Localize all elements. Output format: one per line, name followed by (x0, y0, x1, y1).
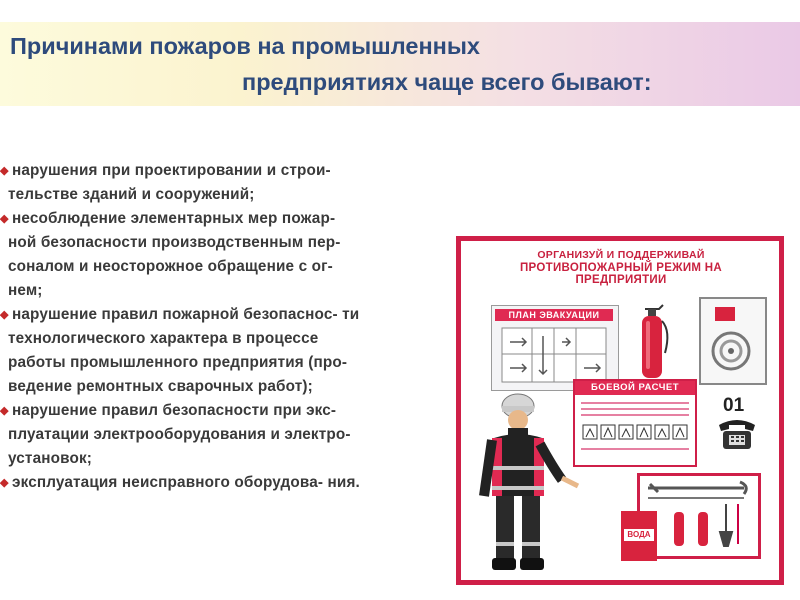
list-item-continuation: плуатации электрооборудования и электро- (8, 426, 351, 443)
list-item (0, 474, 360, 492)
list-item-text: эксплуатация неисправного оборудова- ния. (12, 474, 360, 491)
list-item-continuation: работы промышленного предприятия (про- (8, 354, 348, 371)
fire-hose-cabinet-icon (699, 297, 767, 385)
telephone-icon (715, 417, 759, 451)
bullet-icon: ◆ (0, 405, 9, 417)
bullet-icon: ◆ (0, 213, 9, 225)
evacuation-plan-map (492, 306, 618, 390)
list-item-text: нарушения при проектировании и строи- (12, 162, 331, 179)
emergency-number: 01 (723, 395, 745, 416)
hose-cabinet-sign (715, 307, 735, 321)
combat-crew-table (575, 395, 695, 465)
list-item-text: нарушение правил пожарной безопаснос- ти (12, 306, 360, 323)
list-item (0, 402, 336, 420)
evacuation-plan-label: ПЛАН ЭВАКУАЦИИ (495, 309, 613, 321)
list-item (0, 306, 359, 324)
list-item-continuation: тельстве зданий и сооружений; (8, 186, 255, 203)
fire-extinguisher-icon (633, 301, 673, 383)
list-item-continuation: соналом и неосторожное обращение с ог- (8, 258, 333, 275)
list-item-text: нарушение правил безопасности при экс- (12, 402, 337, 419)
list-item-continuation: ведение ремонтных сварочных работ); (8, 378, 313, 395)
list-item (0, 210, 335, 228)
combat-crew-board (573, 379, 697, 467)
list-item-continuation: установок; (8, 450, 93, 467)
list-item-continuation: технологического характера в процессе (8, 330, 319, 347)
poster-header (473, 249, 769, 286)
fire-tools-icon (640, 476, 758, 556)
bullet-icon: ◆ (0, 309, 9, 321)
poster-header-line-2: ПРОТИВОПОЖАРНЫЙ РЕЖИМ НА ПРЕДПРИЯТИИ (519, 262, 723, 286)
list-item-continuation: нем; (8, 282, 43, 299)
slide-title-line-1: Причинами пожаров на промышленных (10, 33, 480, 59)
water-tank-icon (621, 511, 657, 561)
slide-title-line-2: предприятиях чаще всего бывают: (242, 69, 652, 95)
combat-crew-label: БОЕВОЙ РАСЧЕТ (575, 381, 695, 395)
water-label: ВОДА (624, 529, 654, 541)
bullet-icon: ◆ (0, 165, 9, 177)
list-item-continuation: ной безопасности производственным пер- (8, 234, 341, 251)
list-item (0, 162, 331, 180)
list-item-text: несоблюдение элементарных мер пожар- (12, 210, 336, 227)
hose-reel-icon (703, 321, 763, 381)
poster-header-line-1: ОРГАНИЗУЙ И ПОДДЕРЖИВАЙ (537, 249, 705, 261)
firefighter-figure (478, 392, 588, 574)
bullet-icon: ◆ (0, 477, 9, 489)
